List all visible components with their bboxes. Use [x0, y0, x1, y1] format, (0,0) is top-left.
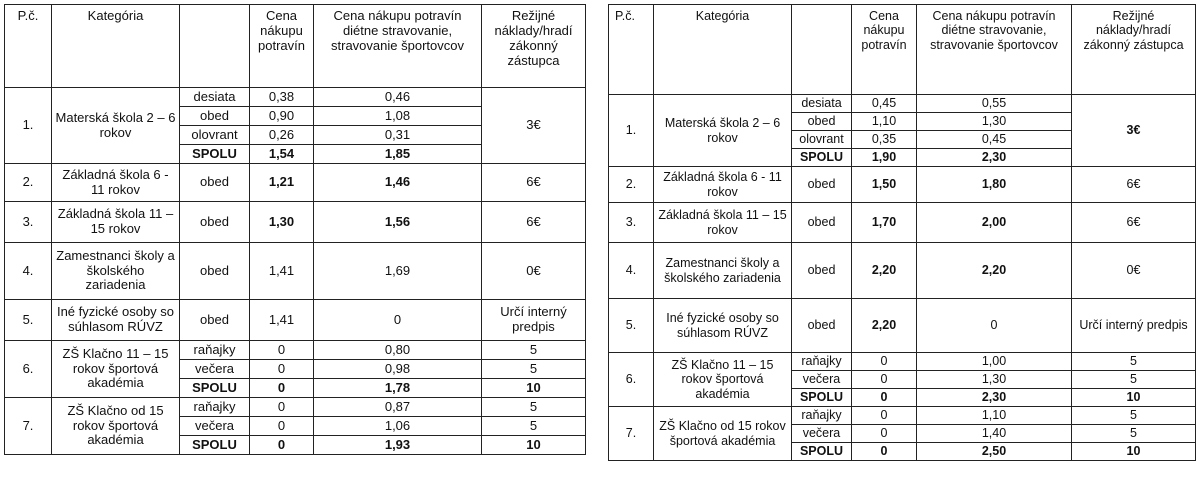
category-cell: Základná škola 11 – 15 rokov — [52, 202, 180, 243]
fee-cell: 6€ — [1072, 203, 1196, 243]
meal-cell: desiata — [792, 95, 852, 113]
diet-price-cell: 0 — [314, 300, 482, 341]
price-cell: 0,26 — [250, 126, 314, 145]
diet-price-cell: 2,50 — [917, 443, 1072, 461]
table-row — [5, 398, 586, 417]
fee-cell: 10 — [1072, 443, 1196, 461]
category-cell: Iné fyzické osoby so súhlasom RÚVZ — [52, 300, 180, 341]
meal-cell: SPOLU — [180, 145, 250, 164]
row-number: 3. — [609, 203, 654, 243]
table-row — [609, 407, 1196, 425]
fee-cell: 3€ — [1072, 95, 1196, 167]
fee-cell: 3€ — [482, 88, 586, 164]
fee-table-current — [4, 4, 586, 455]
header-row — [5, 5, 586, 88]
diet-price-cell: 1,85 — [314, 145, 482, 164]
diet-price-cell: 1,93 — [314, 436, 482, 455]
diet-price-cell: 2,30 — [917, 149, 1072, 167]
meal-cell: SPOLU — [792, 443, 852, 461]
category-cell: Zamestnanci školy a školského zariadenia — [52, 243, 180, 300]
fee-cell: 5 — [1072, 425, 1196, 443]
price-cell: 0 — [852, 389, 917, 407]
row-number: 2. — [609, 167, 654, 203]
diet-price-cell: 0,45 — [917, 131, 1072, 149]
table-row — [5, 243, 586, 300]
diet-price-cell: 0,31 — [314, 126, 482, 145]
header-pc: P.č. — [609, 5, 654, 95]
meal-cell: večera — [180, 417, 250, 436]
header-cena: Cena nákupu potravín — [852, 5, 917, 95]
row-number: 5. — [609, 299, 654, 353]
price-cell: 1,70 — [852, 203, 917, 243]
fee-cell: 5 — [1072, 371, 1196, 389]
meal-cell: obed — [180, 300, 250, 341]
meal-cell: obed — [792, 299, 852, 353]
fee-cell: 5 — [1072, 407, 1196, 425]
fee-cell: Určí interný predpis — [482, 300, 586, 341]
header-cena: Cena nákupu potravín — [250, 5, 314, 88]
row-number: 6. — [609, 353, 654, 407]
price-cell: 0 — [250, 436, 314, 455]
meal-cell: olovrant — [180, 126, 250, 145]
meal-cell: obed — [180, 164, 250, 202]
meal-cell: olovrant — [792, 131, 852, 149]
category-cell: Základná škola 11 – 15 rokov — [654, 203, 792, 243]
fee-cell: 0€ — [1072, 243, 1196, 299]
diet-price-cell: 1,06 — [314, 417, 482, 436]
fee-cell: 5 — [482, 417, 586, 436]
diet-price-cell: 1,00 — [917, 353, 1072, 371]
row-number: 7. — [5, 398, 52, 455]
category-cell: Zamestnanci školy a školského zariadenia — [654, 243, 792, 299]
diet-price-cell: 2,20 — [917, 243, 1072, 299]
meal-cell: obed — [792, 203, 852, 243]
header-kategoria: Kategória — [654, 5, 792, 95]
diet-price-cell: 0,80 — [314, 341, 482, 360]
category-cell: Iné fyzické osoby so súhlasom RÚVZ — [654, 299, 792, 353]
price-cell: 0,90 — [250, 107, 314, 126]
meal-cell: SPOLU — [180, 379, 250, 398]
row-number: 5. — [5, 300, 52, 341]
price-cell: 0 — [250, 417, 314, 436]
meal-cell: obed — [792, 243, 852, 299]
diet-price-cell: 1,08 — [314, 107, 482, 126]
fee-cell: 5 — [1072, 353, 1196, 371]
fee-cell: 10 — [482, 436, 586, 455]
diet-price-cell: 1,30 — [917, 113, 1072, 131]
price-cell: 0 — [250, 398, 314, 417]
diet-price-cell: 1,46 — [314, 164, 482, 202]
header-meal — [180, 5, 250, 88]
price-cell: 0,38 — [250, 88, 314, 107]
header-kategoria: Kategória — [52, 5, 180, 88]
meal-cell: desiata — [180, 88, 250, 107]
meal-cell: SPOLU — [792, 389, 852, 407]
price-cell: 0 — [250, 379, 314, 398]
meal-cell: SPOLU — [792, 149, 852, 167]
row-number: 3. — [5, 202, 52, 243]
table-row — [5, 88, 586, 107]
meal-cell: raňajky — [180, 398, 250, 417]
category-cell: ZŠ Klačno od 15 rokov športová akadémia — [654, 407, 792, 461]
price-cell: 0 — [250, 360, 314, 379]
meal-cell: večera — [792, 371, 852, 389]
table-row — [609, 95, 1196, 113]
price-cell: 2,20 — [852, 299, 917, 353]
table-row — [5, 202, 586, 243]
fee-cell: 10 — [482, 379, 586, 398]
diet-price-cell: 1,78 — [314, 379, 482, 398]
price-cell: 2,20 — [852, 243, 917, 299]
diet-price-cell: 0,46 — [314, 88, 482, 107]
diet-price-cell: 2,00 — [917, 203, 1072, 243]
diet-price-cell: 1,10 — [917, 407, 1072, 425]
price-cell: 0,45 — [852, 95, 917, 113]
diet-price-cell: 1,69 — [314, 243, 482, 300]
row-number: 1. — [5, 88, 52, 164]
category-cell: ZŠ Klačno 11 – 15 rokov športová akadémia — [52, 341, 180, 398]
header-pc: P.č. — [5, 5, 52, 88]
meal-cell: raňajky — [180, 341, 250, 360]
row-number: 6. — [5, 341, 52, 398]
diet-price-cell: 0,98 — [314, 360, 482, 379]
fee-cell: 6€ — [482, 202, 586, 243]
row-number: 4. — [5, 243, 52, 300]
table-row — [609, 299, 1196, 353]
row-number: 2. — [5, 164, 52, 202]
price-cell: 1,10 — [852, 113, 917, 131]
price-cell: 0 — [852, 353, 917, 371]
diet-price-cell: 0 — [917, 299, 1072, 353]
header-cena-dietne: Cena nákupu potravín diétne stravovanie, stravovanie športovcov — [917, 5, 1072, 95]
fee-cell: 6€ — [1072, 167, 1196, 203]
header-rezijne: Režijné náklady/hradí zákonný zástupca — [482, 5, 586, 88]
row-number: 4. — [609, 243, 654, 299]
price-cell: 0 — [852, 443, 917, 461]
price-cell: 1,54 — [250, 145, 314, 164]
category-cell: ZŠ Klačno od 15 rokov športová akadémia — [52, 398, 180, 455]
table-row — [609, 203, 1196, 243]
table-row — [5, 164, 586, 202]
price-cell: 1,90 — [852, 149, 917, 167]
diet-price-cell: 1,56 — [314, 202, 482, 243]
table-row — [609, 243, 1196, 299]
price-cell: 0 — [852, 425, 917, 443]
meal-cell: raňajky — [792, 353, 852, 371]
diet-price-cell: 1,40 — [917, 425, 1072, 443]
meal-cell: večera — [180, 360, 250, 379]
meal-cell: obed — [180, 107, 250, 126]
fee-cell: 5 — [482, 360, 586, 379]
meal-cell: obed — [180, 243, 250, 300]
diet-price-cell: 1,30 — [917, 371, 1072, 389]
category-cell: Základná škola 6 - 11 rokov — [654, 167, 792, 203]
header-meal — [792, 5, 852, 95]
price-cell: 1,41 — [250, 300, 314, 341]
diet-price-cell: 0,55 — [917, 95, 1072, 113]
fee-cell: Určí interný predpis — [1072, 299, 1196, 353]
fee-cell: 5 — [482, 341, 586, 360]
meal-cell: SPOLU — [180, 436, 250, 455]
fee-cell: 5 — [482, 398, 586, 417]
meal-cell: obed — [792, 167, 852, 203]
header-rezijne: Režijné náklady/hradí zákonný zástupca — [1072, 5, 1196, 95]
price-cell: 1,30 — [250, 202, 314, 243]
meal-cell: obed — [180, 202, 250, 243]
row-number: 1. — [609, 95, 654, 167]
meal-cell: večera — [792, 425, 852, 443]
price-cell: 0 — [250, 341, 314, 360]
price-cell: 1,21 — [250, 164, 314, 202]
category-cell: Základná škola 6 - 11 rokov — [52, 164, 180, 202]
category-cell: Materská škola 2 – 6 rokov — [52, 88, 180, 164]
fee-cell: 10 — [1072, 389, 1196, 407]
table-row — [5, 300, 586, 341]
meal-cell: raňajky — [792, 407, 852, 425]
price-cell: 0 — [852, 407, 917, 425]
price-cell: 0,35 — [852, 131, 917, 149]
meal-cell: obed — [792, 113, 852, 131]
fee-cell: 0€ — [482, 243, 586, 300]
category-cell: Materská škola 2 – 6 rokov — [654, 95, 792, 167]
header-cena-dietne: Cena nákupu potravín diétne stravovanie, stravovanie športovcov — [314, 5, 482, 88]
header-row — [609, 5, 1196, 95]
row-number: 7. — [609, 407, 654, 461]
diet-price-cell: 2,30 — [917, 389, 1072, 407]
price-cell: 1,50 — [852, 167, 917, 203]
fee-cell: 6€ — [482, 164, 586, 202]
table-row — [609, 353, 1196, 371]
table-row — [5, 341, 586, 360]
diet-price-cell: 0,87 — [314, 398, 482, 417]
price-cell: 1,41 — [250, 243, 314, 300]
diet-price-cell: 1,80 — [917, 167, 1072, 203]
price-cell: 0 — [852, 371, 917, 389]
category-cell: ZŠ Klačno 11 – 15 rokov športová akadémia — [654, 353, 792, 407]
fee-table-new — [608, 4, 1196, 461]
table-row — [609, 167, 1196, 203]
